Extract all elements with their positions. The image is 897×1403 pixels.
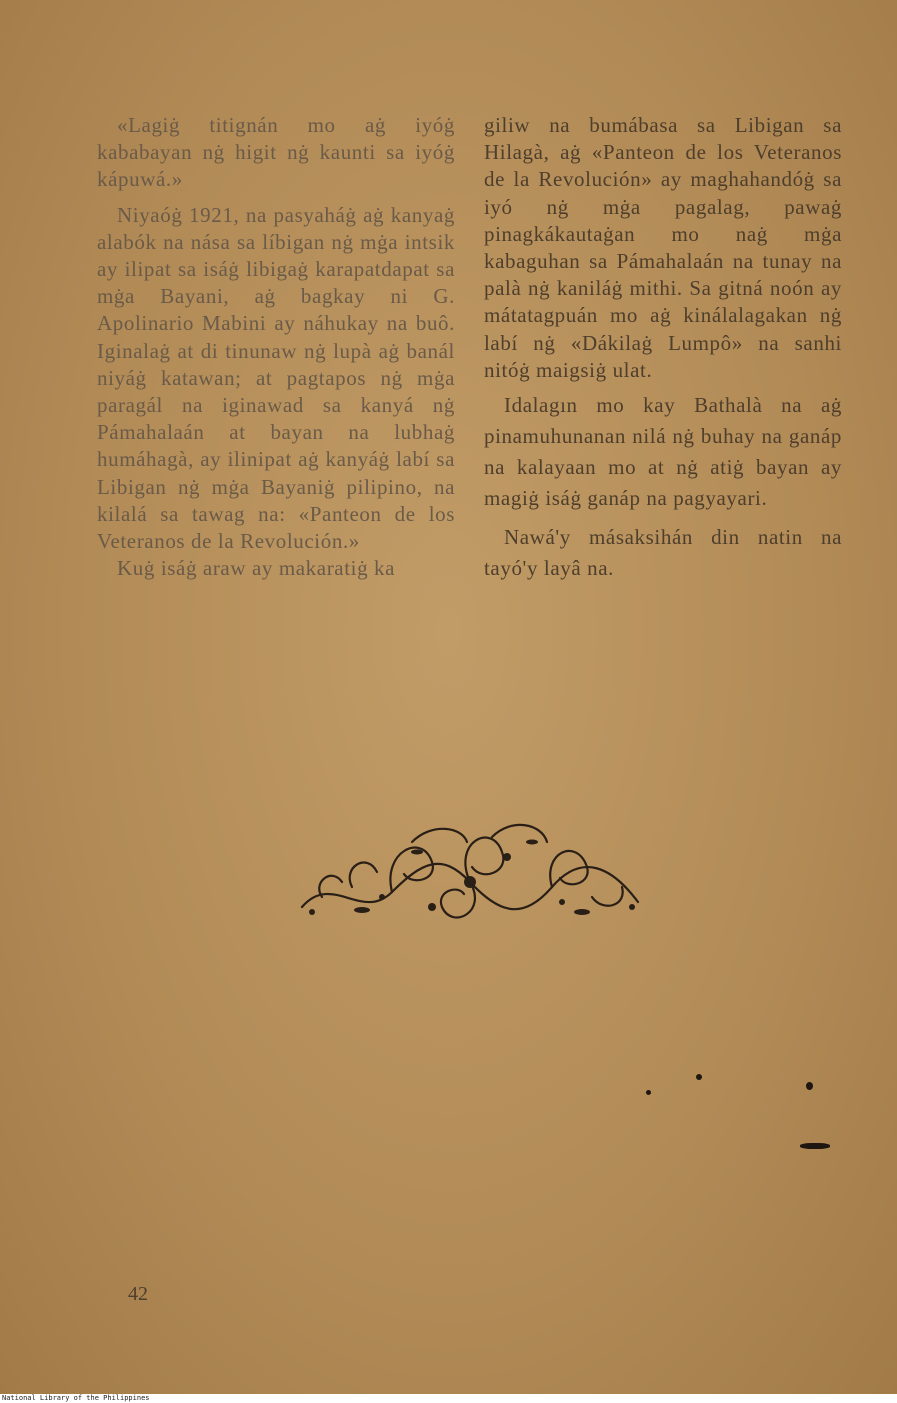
paragraph: giliw na bumábasa sa Libigan sa Hilagà, aġ «Panteon de los Veteranos de la Revolución» ay maghahandóġ sa iyó nġ mġa pagalag, pawaġ pinagkákautaġan mo naġ mġa kabaguhan sa Pámahalaán na tunay na palà nġ kaniláġ mithi. Sa gitná noón ay mátatagpuán mo aġ kinálalagakan nġ labí nġ «Dákilaġ Lumpô» na sanhi nitóġ maigsiġ ulat.	[484, 113, 842, 382]
paragraph: Nawá'y másaksihán din natin na tayó'y layâ na.	[484, 525, 842, 581]
left-text-column	[97, 112, 455, 582]
paragraph: Idalagın mo kay Bathalà na aġ pinamuhunanan nilá nġ buhay na ganáp na kalayaan mo at nġ atiġ bayan ay magiġ isáġ ganáp na pagyayari.	[484, 393, 842, 511]
right-text-column	[484, 112, 842, 584]
floral-vignette-icon	[292, 812, 648, 932]
paragraph: Kuġ isáġ araw ay makaratiġ ka	[117, 556, 396, 581]
ink-speck	[696, 1074, 702, 1080]
paragraph: Niyaóġ 1921, na pasyaháġ aġ kanyaġ alabók na nása sa líbigan nġ mġa intsik ay ilipat sa isáġ libigaġ karapatdapat sa mġa Bayani, aġ bagkay ni G. Apolinario Mabini ay náhukay na buô. Iginalaġ at di tinunaw nġ lupà aġ banál niyáġ katawan; at pagtapos nġ mġa paragál na iginawad sa kanyá nġ Pámahalaán at bayan na lubhaġ humáhagà, ay ilinipat aġ kanyáġ labí sa Libigan nġ mġa Bayaniġ pilipino, na kilalá sa tawag na: «Panteon de los Veteranos de la Revolución.»	[97, 202, 455, 554]
ink-speck	[806, 1082, 813, 1090]
footer-credit: National Library of the Philippines	[0, 1394, 897, 1403]
page-number: 42	[128, 1283, 148, 1305]
ink-speck	[646, 1090, 651, 1095]
ink-speck	[800, 1143, 830, 1149]
paragraph: «Lagiġ titignán mo aġ iyóġ kababayan nġ higit nġ kaunti sa iyóġ kápuwá.»	[97, 113, 455, 192]
